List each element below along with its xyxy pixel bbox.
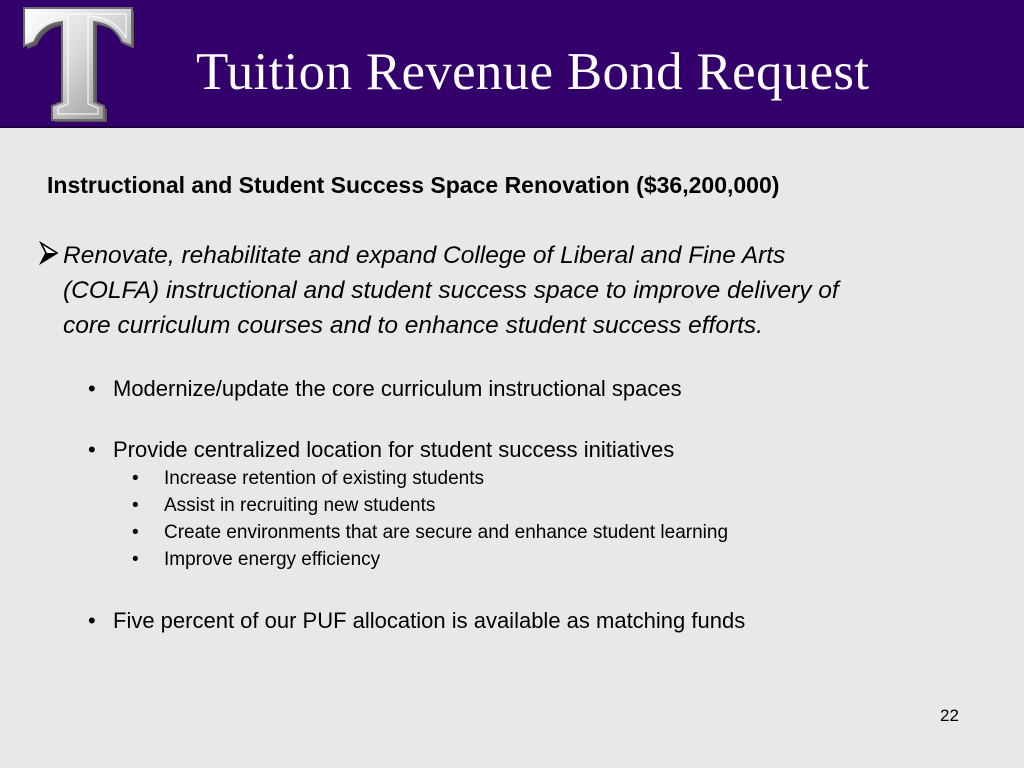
lead-line: (COLFA) instructional and student success space to improve delivery of [63,277,839,304]
bullet-text: Provide centralized location for student success initiatives [113,437,675,462]
lead-paragraph [63,238,993,343]
sub-bullet-text: Assist in recruiting new students [164,495,436,516]
sub-bullet-dot: • [132,495,139,516]
sub-bullet-text: Improve energy efficiency [164,549,381,570]
letter-t-logo-icon [22,6,134,122]
header-bar [0,0,1024,128]
sub-bullet-item [132,548,380,572]
page-number: 22 [940,706,959,725]
bullet-text: Modernize/update the core curriculum instructional spaces [113,376,682,401]
bullet-text: Five percent of our PUF allocation is available as matching funds [113,608,746,633]
slide-title: Tuition Revenue Bond Request [196,43,870,101]
lead-line: core curriculum courses and to enhance student success efforts. [63,312,763,339]
lead-line: Renovate, rehabilitate and expand College of Liberal and Fine Arts [63,242,786,269]
sub-bullet-dot: • [132,468,139,489]
sub-bullet-item [132,467,484,491]
sub-bullet-text: Create environments that are secure and enhance student learning [164,522,729,543]
bullet-dot: • [88,437,96,462]
sub-bullet-dot: • [132,522,139,543]
bullet-dot: • [88,376,96,401]
bullet-item [88,436,674,464]
sub-bullet-item [132,494,435,518]
bullet-dot: • [88,608,96,633]
bullet-item [88,607,745,635]
section-subtitle: Instructional and Student Success Space Renovation ($36,200,000) [47,172,780,198]
sub-bullet-text: Increase retention of existing students [164,468,485,489]
bullet-item [88,375,682,403]
sub-bullet-item [132,521,728,545]
arrow-bullet-icon [37,240,61,266]
sub-bullet-dot: • [132,549,139,570]
